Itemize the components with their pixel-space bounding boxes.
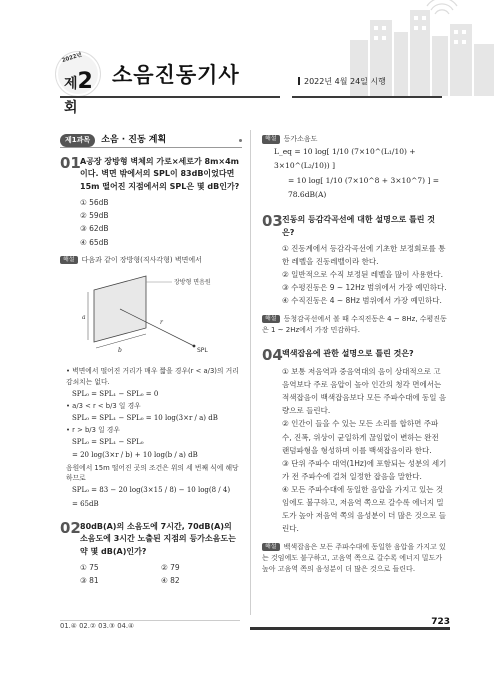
- explanation-01: [60, 255, 242, 266]
- round-badge: [56, 52, 100, 116]
- option: ② 일반적으로 수직 보정된 레벨을 많이 사용한다.: [282, 270, 444, 280]
- option: ② 79: [161, 563, 180, 573]
- question-02-options: [80, 561, 242, 587]
- header-rule-right: [292, 96, 442, 98]
- exam-date: 2022년 4월 24일 시행: [298, 76, 386, 88]
- option: ④ 65dB: [80, 237, 109, 247]
- explanation-tag: 해설: [262, 315, 280, 324]
- option: ③ 단위 주파수 대역(1Hz)에 포함되는 성분의 세기가 전 주파수에 걸쳐 일정한 잡음을 말한다.: [282, 458, 447, 481]
- subject-name: 소음 · 진동 계획: [101, 134, 167, 145]
- option: ③ 81: [80, 576, 99, 586]
- answer-key: 01.④ 02.② 03.③ 04.④: [60, 622, 135, 630]
- option: ③ 수평진동은 9 ~ 12Hz 범위에서 가장 예민하다.: [282, 283, 447, 293]
- option: ③ 62dB: [80, 224, 109, 234]
- option: ① 진동계에서 등감각곡선에 기초한 보정회로를 통한 레벨을 진동레벨이라 한다.: [282, 243, 446, 267]
- explanation-04: [262, 542, 447, 576]
- answers-rule: [60, 620, 240, 621]
- question-number: 04: [262, 345, 283, 364]
- fig-source-label: 장방형 면음원: [174, 278, 211, 286]
- column-divider: [250, 130, 251, 615]
- formula: = 65dB: [72, 499, 99, 508]
- explanation-text: 백색잡음은 모든 주파수대에 동일한 음압을 가지고 있는 것임에도 불구하고, 고음역 쪽으로 갈수록 에너지 밀도가 높아 고음역 쪽의 음성분이 더 많은 것으로 들린다.: [262, 542, 446, 573]
- fig-spl-label: SPL: [197, 346, 208, 354]
- question-02: [60, 518, 242, 558]
- explanation-bullet-3: • r > b/3 일 경우: [66, 426, 120, 435]
- chapter-header: [0, 0, 500, 116]
- question-number: 02: [60, 518, 81, 537]
- option: ① 56dB: [80, 198, 109, 208]
- subject-heading: [60, 134, 242, 148]
- option: ② 인간이 들을 수 있는 모든 소리를 합하면 주파수, 진폭, 위상이 균일하게 끊임없이 변하는 완전 랜덤파형을 형성하며 이를 백색잡음이라 한다.: [282, 419, 439, 455]
- question-text: 80dB(A)의 소음도에 7시간, 70dB(A)의 소음도에 3시간 노출된 지점의 등가소음도는 약 몇 dB(A)인가?: [80, 521, 236, 556]
- figure-svg: [76, 270, 226, 362]
- formula: = 20 log(3×r / b) + 10 log(b / a) dB: [72, 451, 198, 460]
- explanation-tag: 해설: [262, 135, 280, 144]
- page-title: 소음진동기사: [112, 63, 240, 87]
- explanation-tag: 해설: [60, 256, 78, 265]
- question-number: 01: [60, 154, 81, 172]
- option: ② 59dB: [80, 211, 109, 221]
- explanation-02: [262, 134, 447, 145]
- formula: SPL₀ = SPL₁ − SPL₀ = 10 log(3×r / a) dB: [72, 413, 218, 422]
- explanation-title: 등가소음도: [283, 135, 318, 143]
- option: ④ 82: [161, 576, 180, 586]
- fig-a-label: a: [82, 313, 86, 321]
- question-03-options: [282, 242, 447, 308]
- right-column: [262, 134, 447, 575]
- question-04: [262, 345, 447, 364]
- explanation-intro: 다음과 같이 장방형(직사각형) 벽면에서: [81, 255, 202, 264]
- explanation-text: 등청감곡선에서 볼 때 수직진동은 4 ~ 8Hz, 수평진동은 1 ~ 2Hz에서 가장 민감하다.: [262, 314, 447, 334]
- formula: SPL₀ = SPL₁ − SPL₀: [72, 437, 144, 446]
- fig-r-label: r: [160, 318, 163, 326]
- question-04-options: [282, 365, 447, 536]
- explanation-bullet-4: 음원에서 15m 떨어진 곳의 조건은 위의 세 번째 식에 해당하므로: [66, 463, 239, 483]
- question-01: [60, 156, 242, 193]
- explanation-bullet-2: • a/3 < r < b/3 일 경우: [66, 401, 141, 410]
- formula: SPL₀ = SPL₁ − SPL₀ = 0: [72, 389, 159, 398]
- question-text: 진동의 등감각곡선에 대한 설명으로 틀린 것은?: [282, 215, 436, 237]
- question-text: A공장 장방형 벽체의 가로×세로가 8m×4m이다. 벽면 밖에서의 SPL이 83dB이었다면 15m 떨어진 지점에서의 SPL은 몇 dB인가?: [80, 157, 240, 191]
- explanation-bullet-1: • 벽면에서 떨어진 거리가 매우 짧을 경우(r < a/3)의 거리감쇠치는 없다.: [66, 366, 239, 386]
- explanation-03: [262, 314, 447, 336]
- subject-dot: [239, 139, 242, 142]
- subject-tag: 제1과목: [60, 134, 95, 146]
- left-column: [60, 134, 242, 587]
- header-rule-left: [60, 96, 280, 98]
- rectangular-source-figure: [76, 270, 226, 362]
- option: ① 보통 저음역과 중음역대의 음이 상대적으로 고음역보다 주로 음압이 높아 인간의 청각 면에서는 적색잡음이 백색잡음보다 모든 주파수대에 동일 음량으로 들린다.: [282, 366, 447, 416]
- formula: SPL₀ = 83 − 20 log(3×15 / 8) − 10 log(8 / 4): [72, 486, 231, 495]
- formula: = 10 log[ 1/10 (7×10^8 + 3×10^7) ] = 78.6dB(A): [288, 175, 440, 199]
- page-number: 723: [431, 617, 450, 627]
- option: ④ 모든 주파수대에 동일한 음압을 가지고 있는 것임에도 불구하고, 저음역 쪽으로 갈수록 에너지 밀도가 높아 저음역 쪽의 음성분이 더 많은 것으로 들린다.: [282, 485, 446, 534]
- fig-b-label: b: [118, 346, 122, 354]
- option: ④ 수직진동은 4 ~ 8Hz 범위에서 가장 예민하다.: [282, 296, 442, 306]
- question-01-options: [80, 196, 242, 249]
- exam-year: 2022년: [61, 52, 83, 65]
- question-03: [262, 214, 447, 239]
- question-number: 03: [262, 212, 283, 231]
- formula: L_eq = 10 log[ 1/10 (7×10^(L₁/10) + 3×10^(L₂/10)) ]: [274, 147, 416, 171]
- option: ① 75: [80, 563, 99, 573]
- question-text: 백색잡음에 관한 설명으로 틀린 것은?: [282, 348, 414, 358]
- explanation-tag: 해설: [262, 543, 280, 552]
- round-label: 제2회: [64, 69, 93, 116]
- page-footer-bar: [250, 618, 450, 630]
